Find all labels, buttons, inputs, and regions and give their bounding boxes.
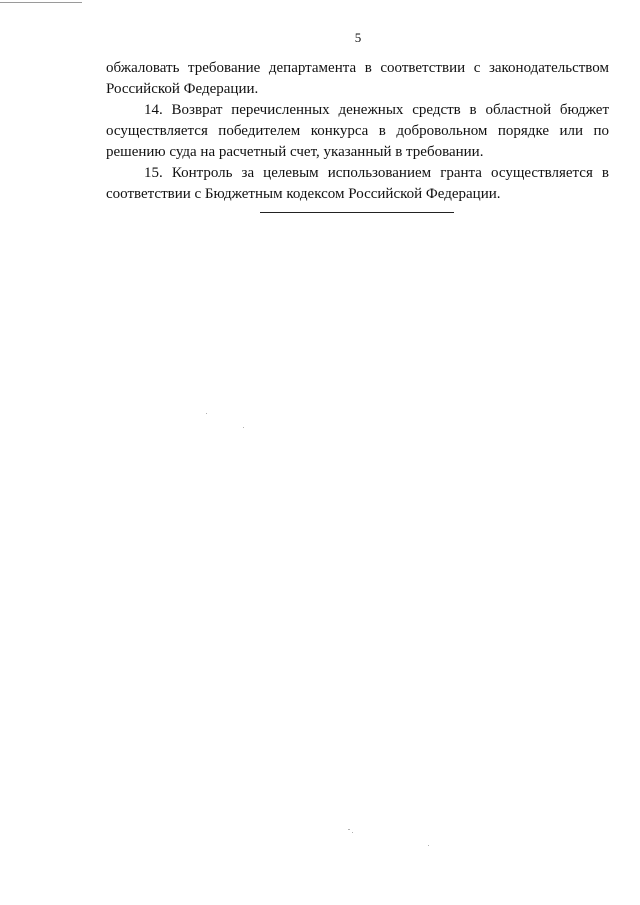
scan-speck bbox=[206, 413, 207, 414]
scan-speck bbox=[352, 832, 353, 833]
page-number: 5 bbox=[354, 30, 362, 45]
scan-edge-mark bbox=[0, 2, 82, 3]
paragraph-15: 15. Контроль за целевым использованием гранта осуществляется в соответствии с Бюджетным кодексом Российской Федерации. bbox=[106, 165, 609, 202]
end-of-document-rule bbox=[260, 212, 454, 213]
paragraph-continuation: обжаловать требование департамента в соответствии с законодательством Российской Федерации. bbox=[106, 60, 609, 97]
scan-speck bbox=[348, 829, 350, 830]
paragraph-14: 14. Возврат перечисленных денежных средств в областной бюджет осуществляется победителем конкурса в добровольном порядке или по решению суда на расчетный счет, указанный в требовании. bbox=[106, 102, 609, 160]
scan-speck bbox=[243, 427, 244, 428]
scan-speck bbox=[428, 845, 429, 846]
document-body bbox=[106, 58, 609, 205]
